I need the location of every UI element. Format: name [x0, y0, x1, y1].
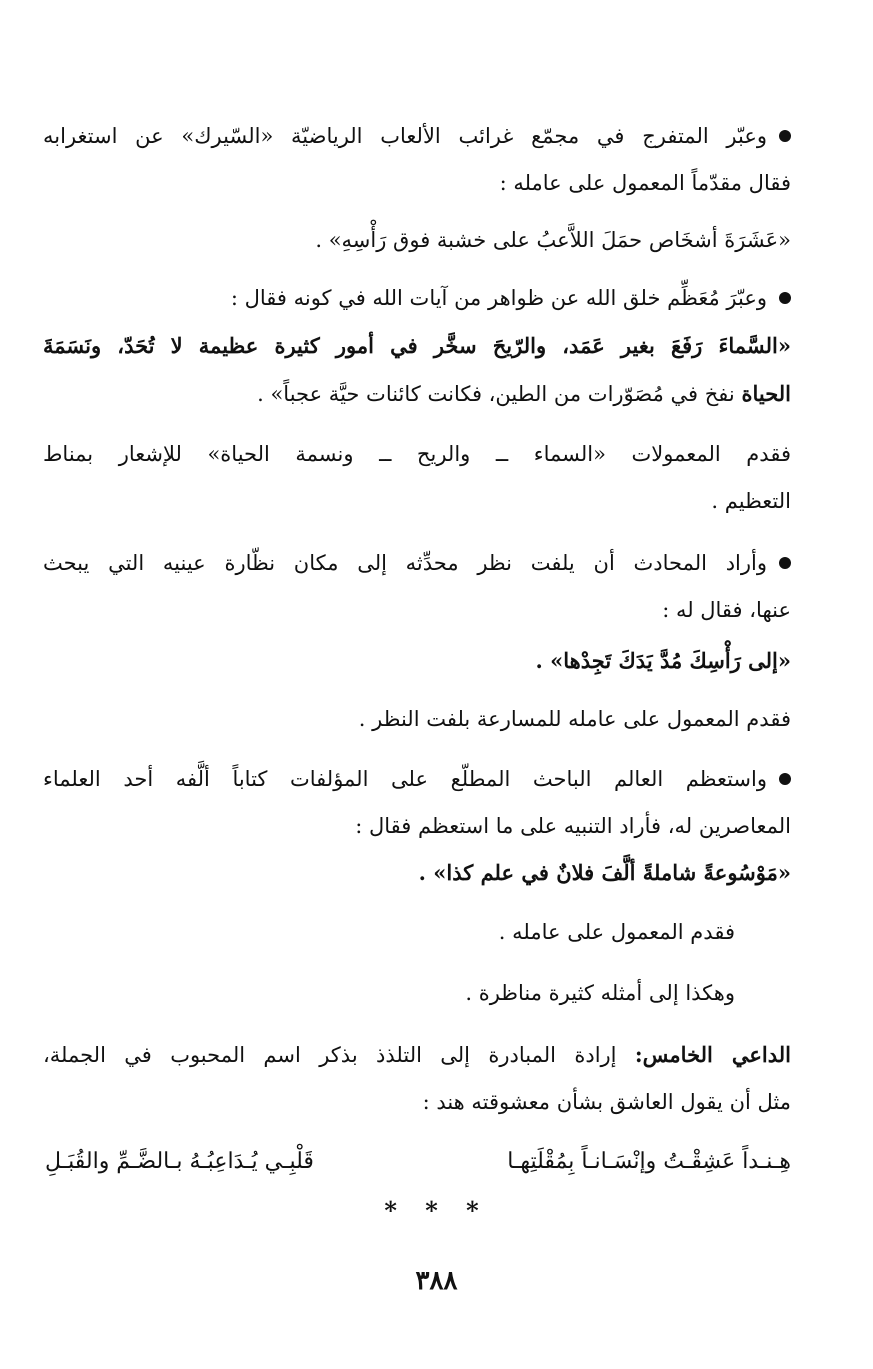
text-line: فقدم المعمولات «السماء ــ والريح ــ ونسمة الحياة» للإشعار بمناط: [43, 442, 791, 466]
example-line: «مَوْسُوعةً شاملةً ألَّفَ فلانٌ في علم كذا» .: [418, 860, 791, 885]
verse-left-hemistich: قَلْبِـي يُـدَاعِبُـهُ بـالضَّـمِّ والقُبَـلِ: [45, 1149, 314, 1174]
line-text: وأراد المحادث أن يلفت نظر محدِّثه إلى مكان نظّارة عينيه التي يبحث: [43, 551, 767, 575]
text-line: مثل أن يقول العاشق بشأن معشوقته هند :: [422, 1090, 791, 1114]
section-separator: * * *: [384, 1196, 489, 1225]
bullet-icon: [779, 773, 791, 785]
example-line: «إلى رَأْسِكَ مُدَّ يَدَكَ تَجِدْها» .: [535, 648, 791, 673]
bullet-icon: [779, 130, 791, 142]
example-line: «عَشَرَةَ أشخَاص حمَلَ اللاَّعبُ على خشبة فوق رَأْسِهِ» .: [315, 228, 791, 252]
line-text: إرادة المبادرة إلى التلذذ بذكر اسم المحبوب في الجملة،: [43, 1043, 617, 1067]
line-text: واستعظم العالم الباحث المطلّع على المؤلفات كتاباً ألَّفه أحد العلماء: [43, 767, 767, 791]
bullet-icon: [779, 292, 791, 304]
example-line: [257, 376, 791, 412]
verse-right-hemistich: هِـنـداً عَشِقْـتُ وإنْسَـانـاً بِمُقْلَتِهـا: [507, 1149, 791, 1174]
text-line: فقدم المعمول على عامله للمسارعة بلفت النظر .: [358, 707, 791, 731]
text-line: وهكذا إلى أمثله كثيرة مناظرة .: [465, 981, 735, 1005]
text-line: [43, 118, 791, 154]
line-text: نفخ في مُصَوّرات من الطين، فكانت كائنات حيَّة عجباً» .: [257, 382, 735, 406]
bold-heading: الداعي الخامس:: [634, 1042, 791, 1067]
example-line: «السَّماءَ رَفَعَ بغير عَمَد، والرّيحَ سخَّر في أمور كثيرة عظيمة لا تُحَدّ، ونَسَمَةَ: [43, 333, 791, 358]
page-number: ٣٨٨: [415, 1266, 458, 1296]
bold-word: الحياة: [741, 381, 791, 406]
text-line: التعظيم .: [711, 489, 791, 513]
text-line: عنها، فقال له :: [662, 598, 791, 622]
text-line: [231, 280, 791, 316]
line-text: وعبّر المتفرج في مجمّع غرائب الألعاب الرياضيّة «السّيرك» عن استغرابه: [43, 124, 767, 148]
text-line: فقال مقدّماً المعمول على عامله :: [499, 171, 791, 195]
line-text: وعبّرَ مُعَظِّم خلق الله عن ظواهر من آيات الله في كونه فقال :: [230, 286, 767, 310]
bullet-icon: [779, 557, 791, 569]
text-line: المعاصرين له، فأراد التنبيه على ما استعظم فقال :: [355, 814, 791, 838]
text-line: [43, 761, 791, 797]
text-line: [43, 545, 791, 581]
text-line: [43, 1037, 791, 1073]
text-line: فقدم المعمول على عامله .: [498, 920, 735, 944]
